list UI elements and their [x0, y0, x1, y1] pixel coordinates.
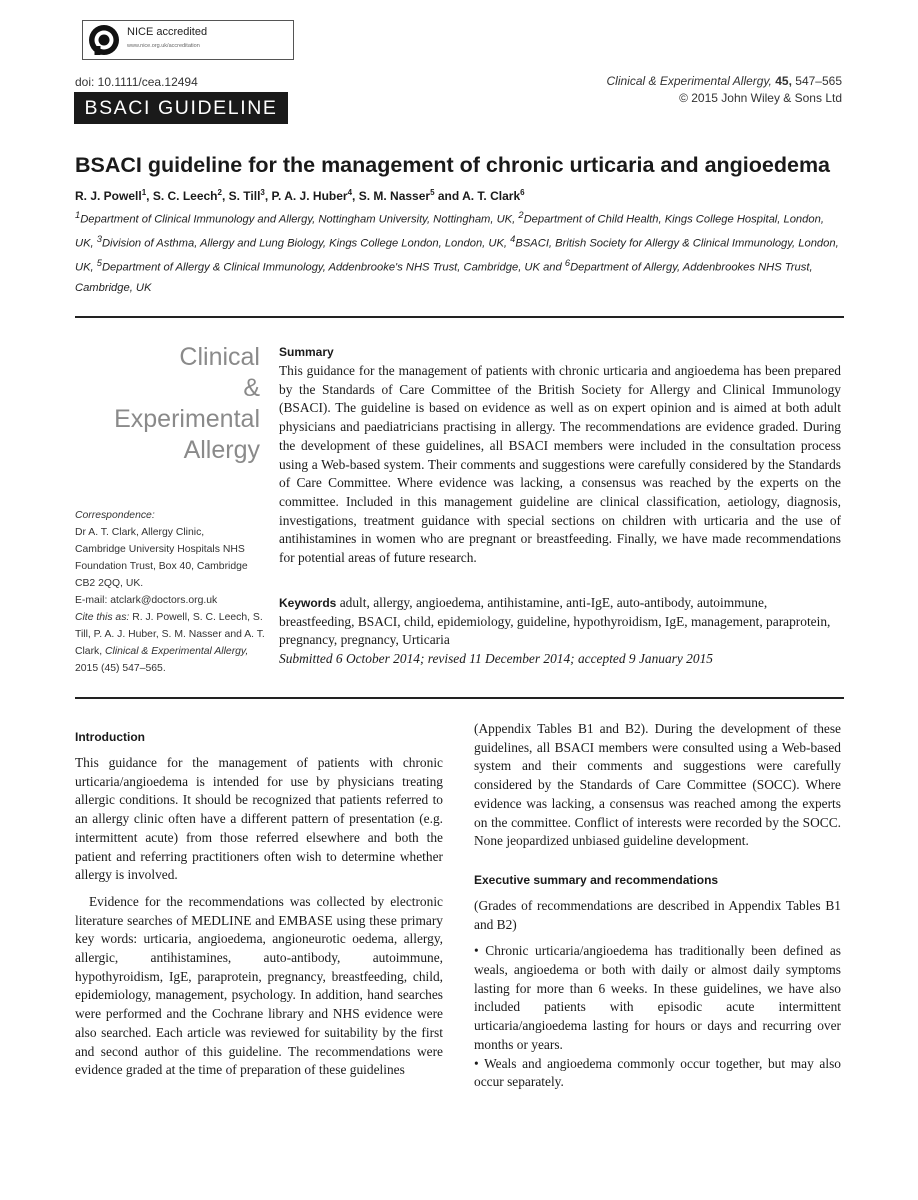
author-affiliation-mark: 3: [260, 188, 265, 197]
author-affiliation-mark: 2: [217, 188, 222, 197]
affiliations: [75, 206, 845, 298]
summary-heading: Summary: [279, 345, 334, 359]
correspondence-line: CB2 2QQ, UK.: [75, 578, 144, 589]
correspondence-line: Foundation Trust, Box 40, Cambridge: [75, 561, 248, 572]
journal-volume: 45,: [775, 74, 792, 88]
author: A. T. Clark: [462, 189, 521, 203]
submission-dates: Submitted 6 October 2014; revised 11 December 2014; accepted 9 January 2015: [279, 651, 713, 666]
introduction-paragraph: Evidence for the recommendations was collected by electronic literature searches of MEDLINE and EMBASE using these primary key words: urticaria, angioedema, angioneurotic oedema, allergy, allergic, antihistamines, auto-antibody, autoimmune, hypothyroidism, IgE, paraprotein, pregnancy, breastfeeding, child, epidemiology, management, psychology. In addition, hand searches were performed and the Cochrane library and NHS evidence were also searched. Each article was reviewed for suitability by the first and second author of this guideline. The recommendations were evidence graded at the time of preparation of these guidelines: [75, 893, 443, 1078]
correspondence-email: E-mail: atclark@doctors.org.uk: [75, 595, 218, 606]
journal-wordmark-line: &: [243, 374, 260, 402]
recommendation-bullet: • Chronic urticaria/angioedema has traditionally been defined as weals, angioedema or both with daily or almost daily symptoms lasting for more than 6 weeks. In these guidelines, we have also included patients with episodic acute intermittent urticaria/angioedema lasting for hours or days and recurring over months or years.: [474, 943, 841, 1052]
affiliation: Division of Asthma, Allergy and Lung Biology, Kings College London, London, UK,: [101, 237, 511, 250]
author-affiliation-mark: 4: [347, 188, 353, 197]
author-affiliation-mark: 1: [141, 188, 147, 197]
introduction-paragraph: This guidance for the management of patients with chronic urticaria/angioedema is intended for use by physicians treating allergic conditions. It should be recognized that patients referred to an allergy clinic often have a different pattern of presentation (e.g. intermittent acute) from those referred elsewhere and both the patient and referring practitioners often wish to determine whether allergy is involved.: [75, 755, 443, 883]
citation: [75, 609, 270, 677]
journal-wordmark-line: Clinical: [179, 343, 260, 371]
affiliation-mark: 2: [518, 210, 524, 220]
affiliation: Department of Clinical Immunology and Allergy, Nottingham University, Nottingham, UK,: [80, 213, 519, 226]
affiliation-mark: 4: [510, 234, 516, 245]
author: S. C. Leech: [152, 189, 218, 203]
recommendation-bullet: • Weals and angioedema commonly occur together, but may also occur separately.: [474, 1055, 841, 1090]
author-separator: and: [434, 189, 463, 203]
correspondence-line: Dr A. T. Clark, Allergy Clinic,: [75, 527, 205, 538]
section-label: BSACI GUIDELINE: [74, 92, 288, 124]
journal-reference: [607, 73, 843, 107]
author: S. Till: [228, 189, 261, 203]
nice-logo-icon: [88, 24, 120, 56]
affiliation: Department of Allergy & Clinical Immunology, Addenbrooke's NHS Trust, Cambridge, UK and: [101, 262, 565, 275]
author: R. J. Powell: [75, 189, 142, 203]
affiliation: Department of Child Health, Kings College Hospital, London, UK,: [75, 213, 824, 250]
cite-journal: Clinical & Experimental Allergy,: [105, 646, 249, 657]
cite-label: Cite this as:: [75, 612, 130, 623]
divider-top: [75, 316, 844, 318]
journal-wordmark-line: Experimental: [114, 405, 260, 433]
affiliation: Department of Allergy, Addenbrookes NHS Trust, Cambridge, UK: [75, 262, 813, 294]
correspondence-block: [75, 507, 270, 677]
introduction-heading: Introduction: [75, 730, 145, 744]
methods-continuation: (Appendix Tables B1 and B2). During the development of these guidelines, all BSACI members were consulted using a Web-based system and their comments and suggestions were carefully considered by the Standards of Care Committee (SOCC). Where evidence was lacking, a consensus was reached among the experts on the committee. Conflict of interests were recorded by the SOCC. None jeopardized unbiased guideline development.: [474, 721, 841, 849]
left-column: [75, 730, 443, 1080]
author: S. M. Nasser: [358, 189, 431, 203]
journal-wordmark-line: Allergy: [183, 436, 260, 464]
keywords: [279, 594, 841, 650]
affiliation-mark: 1: [75, 210, 81, 220]
affiliation: BSACI, British Society for Allergy & Clinical Immunology, London, UK,: [75, 237, 839, 275]
cite-authors: R. J. Powell, S. C. Leech, S. Till, P. A. J. Huber, S. M. Nasser and A. T. Clark,: [75, 612, 265, 657]
right-column: [474, 720, 841, 1092]
journal-pages: 547–565: [795, 74, 842, 88]
author-separator: ,: [221, 189, 229, 203]
author-separator: ,: [264, 189, 272, 203]
author-list: [75, 188, 525, 203]
divider-bottom: [75, 697, 844, 699]
author-affiliation-mark: 6: [520, 188, 525, 197]
author: P. A. J. Huber: [271, 189, 348, 203]
correspondence-line: Cambridge University Hospitals NHS: [75, 544, 245, 555]
keywords-text: adult, allergy, angioedema, antihistamine, anti-IgE, auto-antibody, autoimmune, breastfeeding, BSACI, child, epidemiology, guideline, hypothyroidism, IgE, management, paraprotein, pregnancy, pregnancy, Urticaria: [279, 595, 831, 648]
keywords-label: Keywords: [279, 596, 337, 610]
article-title: BSACI guideline for the management of chronic urticaria and angioedema: [75, 153, 831, 177]
author-separator: ,: [146, 189, 153, 203]
executive-summary-heading: Executive summary and recommendations: [474, 872, 719, 887]
journal-name: Clinical & Experimental Allergy,: [606, 74, 772, 88]
journal-wordmark: [80, 342, 260, 466]
nice-badge-label: NICE accredited: [127, 26, 208, 38]
summary-text: This guidance for the management of patients with chronic urticaria and angioedema has been prepared by the Standards of Care Committee of the British Society for Allergy and Clinical Immunology (BSACI). The guideline is based on evidence as well as on expert opinion and is aimed at both adult physicians and paediatricians practising in allergy. The recommendations are evidence graded. During the development of these guidelines, all BSACI members were included in the consultation process using a Web-based system. Their comments and suggestions were carefully considered by the Standards of Care Committee. Where evidence was lacking, a consensus was reached by the experts on the committee. Included in this management guideline are clinical classification, aetiology, diagnosis, investigations, treatment guidance with special sections on children with urticaria and the use of antihistamines in women who are pregnant or breastfeeding. Finally, we have made recommendations for potential areas of future research.: [279, 363, 841, 566]
correspondence-label: Correspondence:: [75, 510, 155, 521]
affiliation-mark: 5: [96, 258, 102, 269]
grades-note: (Grades of recommendations are described in Appendix Tables B1 and B2): [474, 897, 841, 932]
nice-accredited-badge: [82, 20, 294, 60]
doi: doi: 10.1111/cea.12494: [75, 75, 198, 89]
nice-badge-url: www.nice.org.uk/accreditation: [127, 43, 200, 49]
author-affiliation-mark: 5: [430, 188, 435, 197]
affiliation-mark: 6: [564, 258, 571, 269]
author-separator: ,: [352, 189, 359, 203]
copyright: © 2015 John Wiley & Sons Ltd: [679, 91, 842, 105]
affiliation-mark: 3: [96, 234, 102, 245]
cite-volume: 2015 (45) 547–565.: [75, 663, 166, 674]
